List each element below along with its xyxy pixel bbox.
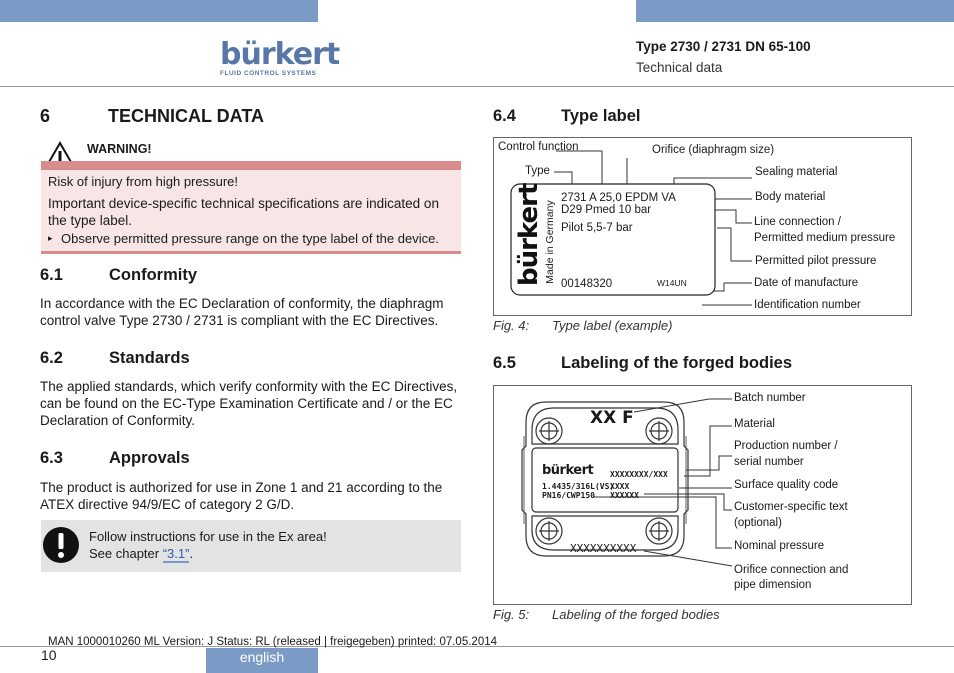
- callout-batch: Batch number: [734, 392, 806, 404]
- callout-line-conn-1: Line connection /: [754, 216, 841, 228]
- callout-surface: Surface quality code: [734, 479, 839, 491]
- callout-control-function: Control function: [498, 141, 579, 153]
- callout-sealing: Sealing material: [755, 166, 838, 178]
- s62-title: Standards: [109, 349, 190, 367]
- plate-serial: 00148320: [561, 278, 613, 290]
- body-customer: XXXXXX: [610, 491, 639, 500]
- ex-note-box: [41, 520, 461, 572]
- fig5-number: Fig. 5:: [493, 607, 530, 622]
- s61-title: Conformity: [109, 266, 197, 284]
- callout-prod-2: serial number: [734, 456, 804, 468]
- callout-ident: Identification number: [754, 299, 861, 311]
- logo-subtitle: FLUID CONTROL SYSTEMS: [220, 70, 317, 77]
- callout-nominal: Nominal pressure: [734, 540, 825, 552]
- callout-body: Body material: [755, 191, 826, 203]
- plate-line1: 2731 A 25,0 EPDM VA: [561, 192, 676, 204]
- top-bar-right: [636, 0, 954, 22]
- s65-title: Labeling of the forged bodies: [561, 354, 792, 372]
- callout-customer-2: (optional): [734, 517, 782, 529]
- footer-meta: MAN 1000010260 ML Version: J Status: RL (released | freigegeben) printed: 07.05.2014: [48, 636, 497, 648]
- logo-text: bürkert: [220, 37, 340, 72]
- callout-orifice-1: Orifice connection and: [734, 564, 849, 576]
- callout-material: Material: [734, 418, 775, 430]
- chapter-link[interactable]: “3.1”: [162, 546, 190, 561]
- ex-note-line1: Follow instructions for use in the Ex area!: [89, 529, 327, 544]
- warning-bottom-bar: [41, 251, 461, 254]
- burkert-logo: [220, 37, 340, 77]
- callout-orifice-2: pipe dimension: [734, 579, 812, 591]
- warning-text: Important device-specific technical specifications are indicated on the type label.: [48, 196, 439, 228]
- s63-title: Approvals: [109, 449, 190, 467]
- language-tab: english: [206, 648, 318, 673]
- type-label-figure: [493, 137, 912, 316]
- callout-prod-1: Production number /: [734, 440, 838, 452]
- fig4-title: Type label (example): [552, 318, 673, 333]
- plate-line2: D29 Pmed 10 bar: [561, 204, 652, 216]
- fig4-number: Fig. 4:: [493, 318, 530, 333]
- warning-bar: [41, 161, 461, 170]
- body-orifice: XXXXXXXXXX: [570, 542, 637, 555]
- s64-number: 6.4: [493, 107, 516, 125]
- ex-note-suffix: .: [189, 546, 194, 561]
- s63-number: 6.3: [40, 449, 63, 467]
- section-6-heading: [40, 106, 460, 128]
- s65-number: 6.5: [493, 354, 516, 372]
- plate-made-in: Made in Germany: [544, 200, 556, 284]
- fig5-title: Labeling of the forged bodies: [552, 607, 720, 622]
- s62-text: The applied standards, which verify conformity with the EC Directives, can be found on the EC-Type Examination Certificate and / or the EC Declaration of Conformity.: [40, 379, 458, 428]
- warning-bullet-text: Observe permitted pressure range on the type label of the device.: [61, 231, 439, 246]
- callout-type: Type: [525, 165, 550, 177]
- section-title: TECHNICAL DATA: [108, 106, 264, 126]
- section-number: 6: [40, 106, 51, 126]
- ex-note-line2: [89, 546, 193, 561]
- body-pressure: PN16/CWP150: [542, 491, 595, 500]
- s61-number: 6.1: [40, 266, 63, 284]
- body-material: 1.4435/316L(VS): [542, 482, 615, 491]
- warning-heading: Risk of injury from high pressure!: [48, 174, 239, 189]
- exclamation-icon: [41, 525, 81, 565]
- ex-note-prefix: See chapter: [89, 546, 163, 561]
- s62-number: 6.2: [40, 349, 63, 367]
- doc-section: Technical data: [636, 60, 723, 75]
- callout-orifice: Orifice (diaphragm size): [652, 144, 775, 156]
- s61-text: In accordance with the EC Declaration of conformity, the diaphragm control valve Type 2730 / 2731 is compliant with the EC Directives.: [40, 296, 444, 328]
- header-divider: [0, 86, 954, 87]
- plate-logo: bürkert: [514, 183, 544, 286]
- doc-type: Type 2730 / 2731 DN 65-100: [636, 39, 811, 54]
- s63-text: The product is authorized for use in Zone 1 and 21 according to the ATEX directive 94/9/EC of category 2 G/D.: [40, 480, 443, 512]
- callout-line-conn-2: Permitted medium pressure: [754, 232, 896, 244]
- callout-customer-1: Customer-specific text: [734, 501, 848, 513]
- callout-pilot: Permitted pilot pressure: [755, 255, 877, 267]
- body-surface: XXXX: [610, 482, 630, 491]
- batch-mark: XX F: [590, 408, 634, 428]
- s64-title: Type label: [561, 107, 641, 125]
- plate-line3: Pilot 5,5-7 bar: [561, 222, 633, 234]
- page-number: 10: [41, 647, 57, 663]
- bullet-icon: ▸: [48, 233, 53, 243]
- top-bar-left: [0, 0, 318, 22]
- warning-label: WARNING!: [87, 142, 152, 156]
- plate-date-code: W14UN: [657, 278, 687, 288]
- forged-body-figure: [493, 385, 912, 605]
- warning-box: [41, 161, 461, 254]
- body-logo: bürkert: [542, 463, 594, 478]
- type-label-leaders: [494, 138, 913, 317]
- callout-date: Date of manufacture: [754, 277, 859, 289]
- body-prod: XXXXXXXX/XXX: [610, 470, 668, 479]
